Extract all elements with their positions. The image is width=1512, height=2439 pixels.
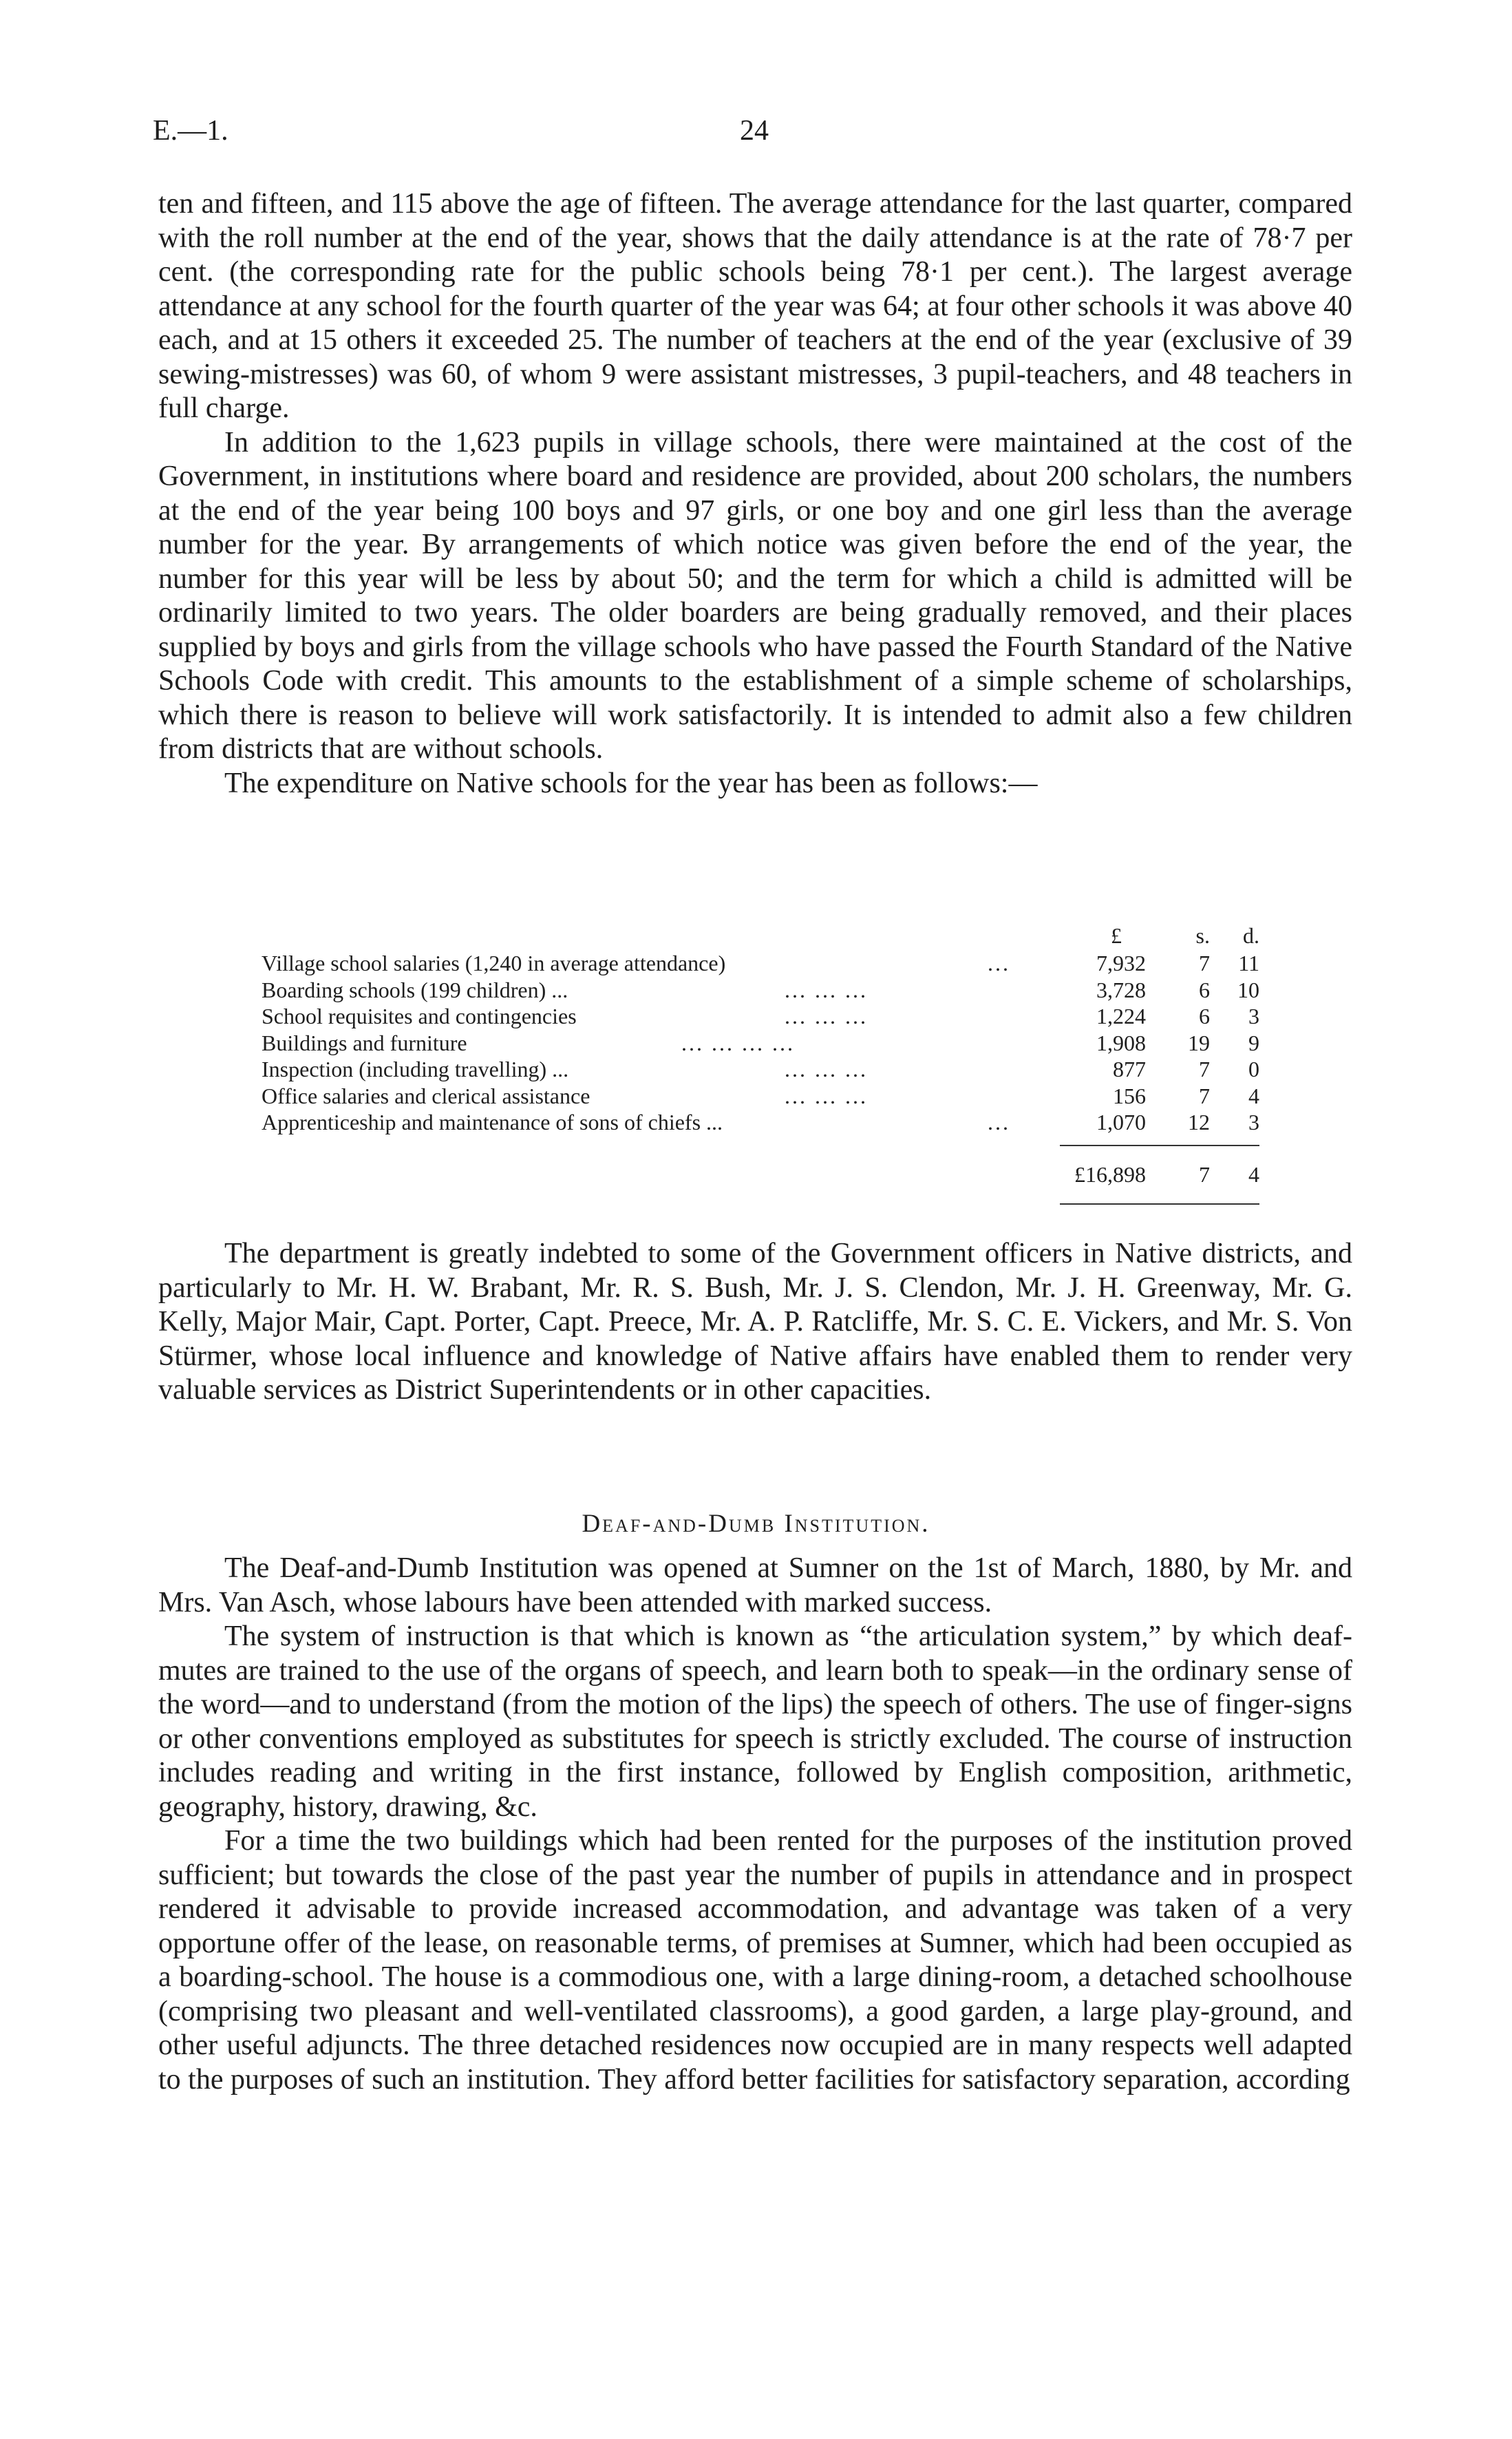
expenditure-row [262, 950, 1259, 977]
expenditure-label: Apprenticeship and maintenance of sons of chiefs ... [262, 1110, 723, 1134]
amount-pounds: 1,224 [1096, 1004, 1146, 1028]
leader-dots: ... ... ... [785, 1057, 868, 1081]
total-pence: 4 [1248, 1162, 1259, 1187]
expenditure-label: Boarding schools (199 children) ... [262, 977, 568, 1002]
sum-rule [1060, 1145, 1259, 1146]
amount-shillings: 6 [1199, 977, 1210, 1002]
amount-pence: 3 [1248, 1110, 1259, 1134]
expenditure-header-row [262, 922, 1259, 950]
amount-shillings: 12 [1188, 1110, 1210, 1134]
deaf-dumb-institution-text [158, 1552, 1352, 2097]
amount-pence: 4 [1248, 1083, 1259, 1108]
amount-pounds: 156 [1113, 1083, 1146, 1108]
total-shillings: 7 [1199, 1162, 1210, 1187]
amount-shillings: 7 [1199, 951, 1210, 975]
native-schools-text [158, 187, 1352, 801]
amount-shillings: 6 [1199, 1004, 1210, 1028]
amount-pence: 9 [1248, 1030, 1259, 1055]
column-shillings: s. [1195, 923, 1210, 948]
total-rule [1060, 1203, 1259, 1205]
section-heading: Deaf-and-Dumb Institution. [582, 1510, 930, 1538]
leader-dots: ... [988, 951, 1010, 975]
amount-shillings: 19 [1188, 1030, 1210, 1055]
expenditure-label: Village school salaries (1,240 in average attendance) [262, 951, 726, 975]
acknowledgements-text [158, 1237, 1352, 1408]
amount-pence: 11 [1238, 951, 1259, 975]
expenditure-label: Inspection (including travelling) ... [262, 1057, 569, 1081]
column-pence: d. [1243, 923, 1259, 948]
expenditure-row [262, 977, 1259, 1004]
paragraph-boarders: In addition to the 1,623 pupils in village schools, there were maintained at the cost of the Government, in institutions where board and residence are provided, about 200 scholars, the numbers at the end of the year being 100 boys and 97 girls, or one boy and one girl less than the average number for the year. By arrangements of which notice was given before the end of the year, the number for this year will be less by about 50; and the term for which a child is admitted will be ordinarily limited to two years. The older boarders are being gradually removed, and their places supplied by boys and girls from the village schools who have passed the Fourth Standard of the Native Schools Code with credit. This amounts to the establishment of a simple scheme of scholarships, which there is reason to believe will work satisfactorily. It is intended to admit also a few children from districts that are without schools. [158, 426, 1352, 765]
leader-dots: ... ... ... [785, 1083, 868, 1108]
leader-dots: ... ... ... ... [681, 1030, 795, 1055]
leader-dots: ... ... ... [785, 977, 868, 1002]
paragraph-expenditure-intro: The expenditure on Native schools for the year has been as follows:— [224, 767, 1038, 799]
amount-pounds: 877 [1113, 1057, 1146, 1081]
paragraph-acknowledgements: The department is greatly indebted to some of the Government officers in Native districts, and particularly to Mr. H. W. Brabant, Mr. R. S. Bush, Mr. J. S. Clendon, Mr. J. H. Greenway, Mr. G. Kelly, Major Mair, Capt. Porter, Capt. Preece, Mr. A. P. Ratcliffe, Mr. S. C. E. Vickers, and Mr. S. Von Stürmer, whose local influence and knowledge of Native affairs have enabled them to render very valuable services as District Superintendents or in other capacities. [158, 1238, 1352, 1406]
document-reference: E.—1. [153, 115, 228, 147]
expenditure-label: Office salaries and clerical assistance [262, 1083, 590, 1108]
leader-dots: ... ... ... [785, 1004, 868, 1028]
expenditure-label: Buildings and furniture [262, 1030, 467, 1055]
amount-pounds: 1,908 [1096, 1030, 1146, 1055]
paragraph-opening: The Deaf-and-Dumb Institution was opened at Sumner on the 1st of March, 1880, by Mr. and Mrs. Van Asch, whose labours have been attended with marked success. [158, 1552, 1352, 1618]
leader-dots: ... [988, 1110, 1010, 1134]
amount-shillings: 7 [1199, 1057, 1210, 1081]
expenditure-table [262, 922, 1259, 1187]
page-number: 24 [740, 115, 769, 147]
amount-pounds: 3,728 [1096, 977, 1146, 1002]
expenditure-row [262, 1083, 1259, 1110]
amount-pence: 10 [1237, 977, 1259, 1002]
paragraph-premises: For a time the two buildings which had been rented for the purposes of the institution proved sufficient; but towards the close of the past year the number of pupils in attendance and in prospect rendered it advisable to provide increased accommodation, and advantage was taken of a very opportune offer of the lease, on reasonable terms, of premises at Sumner, which had been occupied as a boarding-school. The house is a commodious one, with a large dining-room, a detached schoolhouse (comprising two pleasant and well-ventilated classrooms), a good garden, a large play-ground, and other useful adjuncts. The three detached residences now occupied are in many respects well adapted to the purposes of such an institution. They afford better facilities for satisfactory separation, according [158, 1825, 1352, 2095]
expenditure-row [262, 1030, 1259, 1057]
amount-shillings: 7 [1199, 1083, 1210, 1108]
expenditure-row [262, 1109, 1259, 1136]
column-pounds: £ [1111, 923, 1122, 948]
amount-pounds: 1,070 [1096, 1110, 1146, 1134]
total-pounds: £16,898 [1074, 1162, 1146, 1187]
amount-pence: 3 [1248, 1004, 1259, 1028]
expenditure-label: School requisites and contingencies [262, 1004, 577, 1028]
expenditure-row [262, 1003, 1259, 1030]
amount-pounds: 7,932 [1096, 951, 1146, 975]
paragraph-system: The system of instruction is that which is known as “the articulation system,” by which deaf-mutes are trained to the use of the organs of speech, and learn both to speak—in the ordinary sense of the word—and to understand (from the motion of the lips) the speech of others. The use of finger-signs or other conventions employed as substitutes for speech is strictly excluded. The course of instruction includes reading and writing in the first instance, followed by English composition, arithmetic, geography, history, drawing, &c. [158, 1620, 1352, 1823]
expenditure-total-row [262, 1161, 1259, 1188]
paragraph-attendance: ten and fifteen, and 115 above the age of fifteen. The average attendance for the last quarter, compared with the roll number at the end of the year, shows that the daily attendance is at the rate of 78·7 per cent. (the corresponding rate for the public schools being 78·1 per cent.). The largest average attendance at any school for the fourth quarter of the year was 64; at four other schools it was above 40 each, and at 15 others it exceeded 25. The number of teachers at the end of the year (exclusive of 39 sewing-mistresses) was 60, of whom 9 were assistant mistresses, 3 pupil-teachers, and 48 teachers in full charge. [158, 188, 1352, 424]
expenditure-row [262, 1056, 1259, 1083]
amount-pence: 0 [1248, 1057, 1259, 1081]
